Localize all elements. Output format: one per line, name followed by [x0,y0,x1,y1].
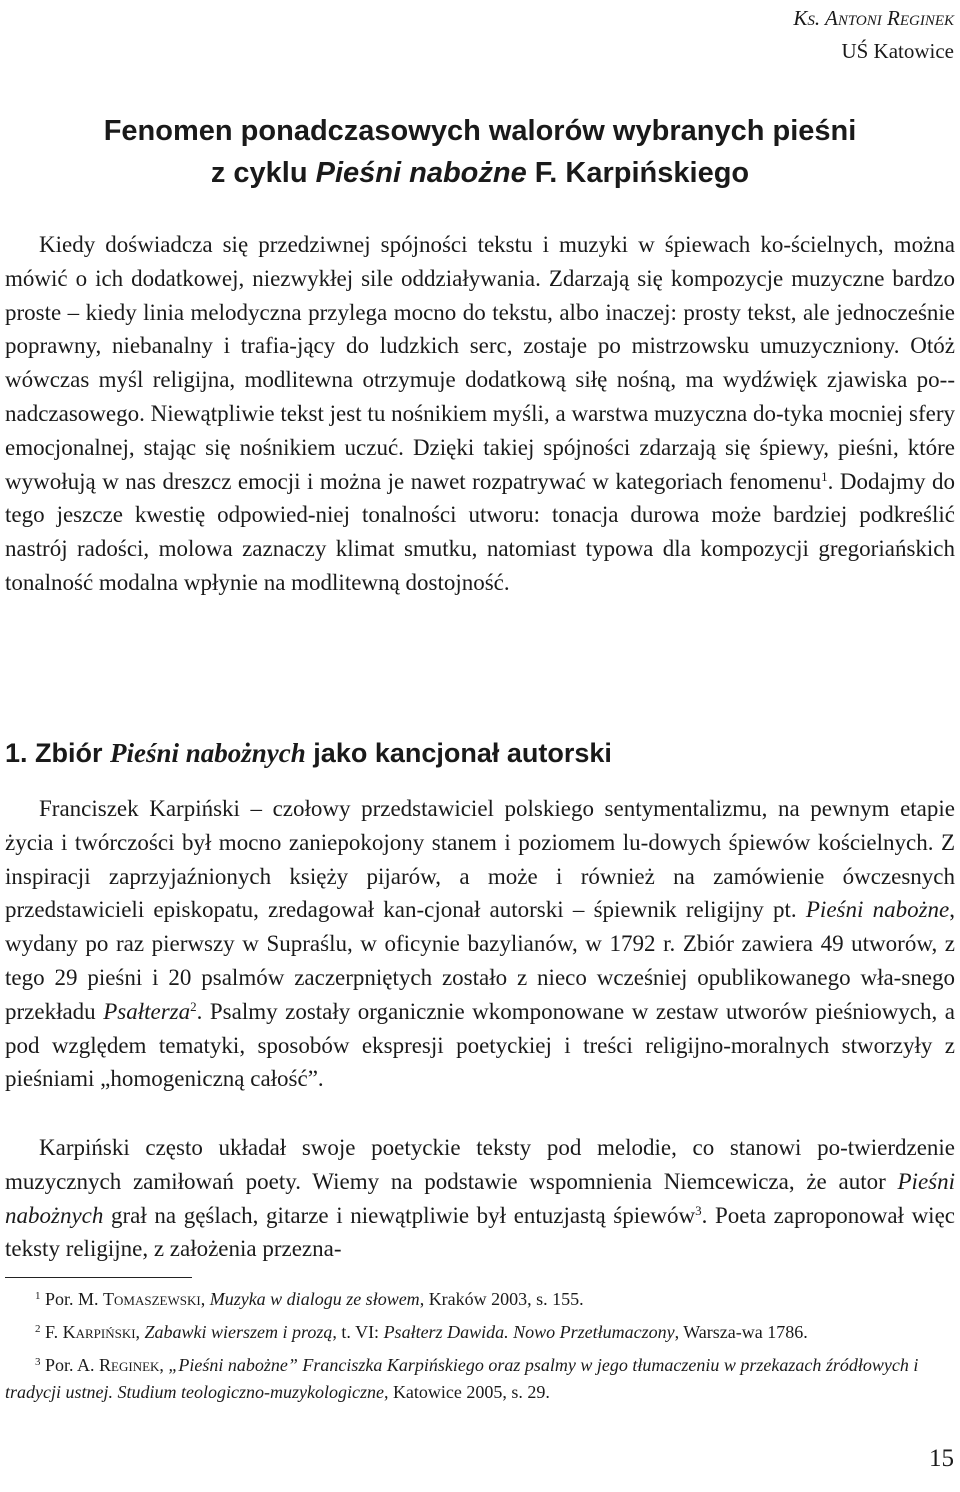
paragraph-intro [5,228,955,600]
footnote-2-post: , t. VI: [332,1322,384,1342]
intro-text-1: Kiedy doświadcza się przedziwnej spójności tekstu i muzyki w śpiewach ko-ścielnych, można mówić o ich dodatkowej, niezwykłej sile oddziaływania. Zdarzają się kompozycje muzyczne bardzo proste – kiedy linia melodyczna przylega mocno do tekstu, albo inaczej: prosty tekst, ale jednocześnie poprawny, niebanalny i trafia-jący do ludzkich serc, zostaje po mistrzowsku umuzyczniony. Otóż wówczas myśl religijna, modlitewna otrzymuje dodatkową siłę nośną, ma wydźwięk zjawiska po-nadczasowego. Niewątpliwie tekst jest tu nośnikiem myśli, a warstwa muzyczna do-tyka mocniej sfery emocjonalnej, stając się nośnikiem uczuć. Dzięki takiej spójności zdarzają się śpiewy, pieśni, które wywołują w nas dreszcz emocji i można je nawet rozpatrywać w kategoriach fenomenu [5,232,955,494]
footnote-3-work: „Pieśni nabożne” Franciszka Karpińskiego oraz psalmy w jego tłumaczeniu w przekazach źródłowych i tradycji ustnej. Studium teologiczno-muzykologiczne [5,1355,919,1402]
footnote-2-author: Karpiński [62,1322,136,1342]
footnote-divider [5,1277,192,1278]
footnote-2-sep: , [135,1322,145,1342]
footnote-3-post: , Katowice 2005, s. 29. [383,1382,550,1402]
footnote-ref-1[interactable]: 1 [821,468,828,484]
melodies-text-b: grał na gęślach, gitarze i niewątpliwie był entuzjastą śpiewów [103,1202,696,1228]
paragraph-melodies [5,1131,955,1266]
title-line-1: Fenomen ponadczasowych walorów wybranych pieśni [103,115,857,147]
footnote-2-pre: F. [45,1322,63,1342]
footnote-1-post: , Kraków 2003, s. 155. [419,1289,584,1309]
article-title [0,110,960,194]
melodies-italic: Pieśni nabożnych [5,1168,955,1228]
footnote-ref-2[interactable]: 2 [190,998,197,1014]
footnote-1-sep: , [200,1289,210,1309]
footnote-3 [5,1352,955,1406]
intro-text-2: . Dodajmy do tego jeszcze kwestię odpowied-niej tonalności utworu: tonacja durowa może bardziej podkreślić nastrój radości, molowa zaznaczy klimat smutku, natomiast typowa dla kompozycji gregoriańskich tonalność modalna wpłynie na modlitewną dostojność. [5,468,955,595]
title-line-2-pre: z cyklu [210,157,316,189]
footnote-2-work-2: Psałterz Dawida. Nowo Przetłumaczony [383,1322,675,1342]
melodies-text-a: Karpiński często układał swoje poetyckie teksty pod melodie, co stanowi po-twierdzenie muzycznych zamiłowań poety. Wiemy na podstawie wspomnienia Niemcewicza, że autor [5,1135,955,1194]
title-line-2 [0,152,960,194]
title-line-2-italic: Pieśni nabożne [315,157,527,189]
footnotes [5,1286,955,1412]
karpinski-text-b: , wydany po raz pierwszy w Supraślu, w oficynie bazylianów, w 1792 r. Zbiór zawiera 49 utworów, z tego 29 pieśni i 20 psalmów zaczerpniętych zostało z nieco wcześniej opublikowanego wła-snego przekładu [5,897,955,1024]
footnote-1 [5,1286,955,1313]
footnote-2-work: Zabawki wierszem i prozą [144,1322,333,1342]
footnote-2 [5,1319,955,1346]
footnote-1-number: 1 [35,1290,41,1302]
paragraph-karpinski [5,792,955,1096]
title-line-2-post: F. Karpińskiego [526,157,750,189]
footnote-2-post-2: , Warsza-wa 1786. [674,1322,808,1342]
page-number: 15 [929,1445,954,1472]
author-block [793,2,954,68]
karpinski-italic-b: Psałterza [103,998,191,1024]
footnote-3-author: Reginek [99,1355,160,1375]
karpinski-italic-a: Pieśni nabożne [805,897,950,923]
section-heading-italic: Pieśni nabożnych [110,738,306,768]
footnote-3-pre: Por. A. [45,1355,100,1375]
footnote-3-number: 3 [35,1356,41,1368]
karpinski-text-c: . Psalmy zostały organicznie wkomponowane w zestaw utworów pieśniowych, a pod względem tematyki, sposobów ekspresji poetyckiej i treści religijno-moralnych stworzyły z pieśniami „homogeniczną całość”. [5,998,955,1092]
footnote-1-pre: Por. M. [45,1289,104,1309]
melodies-text-c: . Poeta zaproponował więc teksty religijne, z założenia przezna- [5,1202,955,1262]
footnote-ref-3[interactable]: 3 [695,1202,702,1218]
footnote-1-work: Muzyka w dialogu ze słowem [209,1289,420,1309]
section-heading-rest: jako kancjonał autorski [305,738,612,768]
karpinski-text-a: Franciszek Karpiński – czołowy przedstawiciel polskiego sentymentalizmu, na pewnym etapie życia i twórczości był mocno zaniepokojony stanem i poziomem lu-dowych śpiewów kościelnych. Z inspiracji zaprzyjaźnionych księży pijarów, a może i również na zamówienie ówczesnych przedstawicieli episkopatu, zredagował kan-cjonał autorski – śpiewnik religijny pt. [5,796,955,923]
author-name: Ks. Antoni Reginek [793,6,954,30]
footnote-2-number: 2 [35,1323,41,1335]
footnote-3-sep: , [159,1355,169,1375]
author-affiliation: UŚ Katowice [841,39,954,63]
footnote-1-author: Tomaszewski [103,1289,201,1309]
section-heading-number: 1. Zbiór [5,738,111,768]
section-heading [5,733,612,773]
